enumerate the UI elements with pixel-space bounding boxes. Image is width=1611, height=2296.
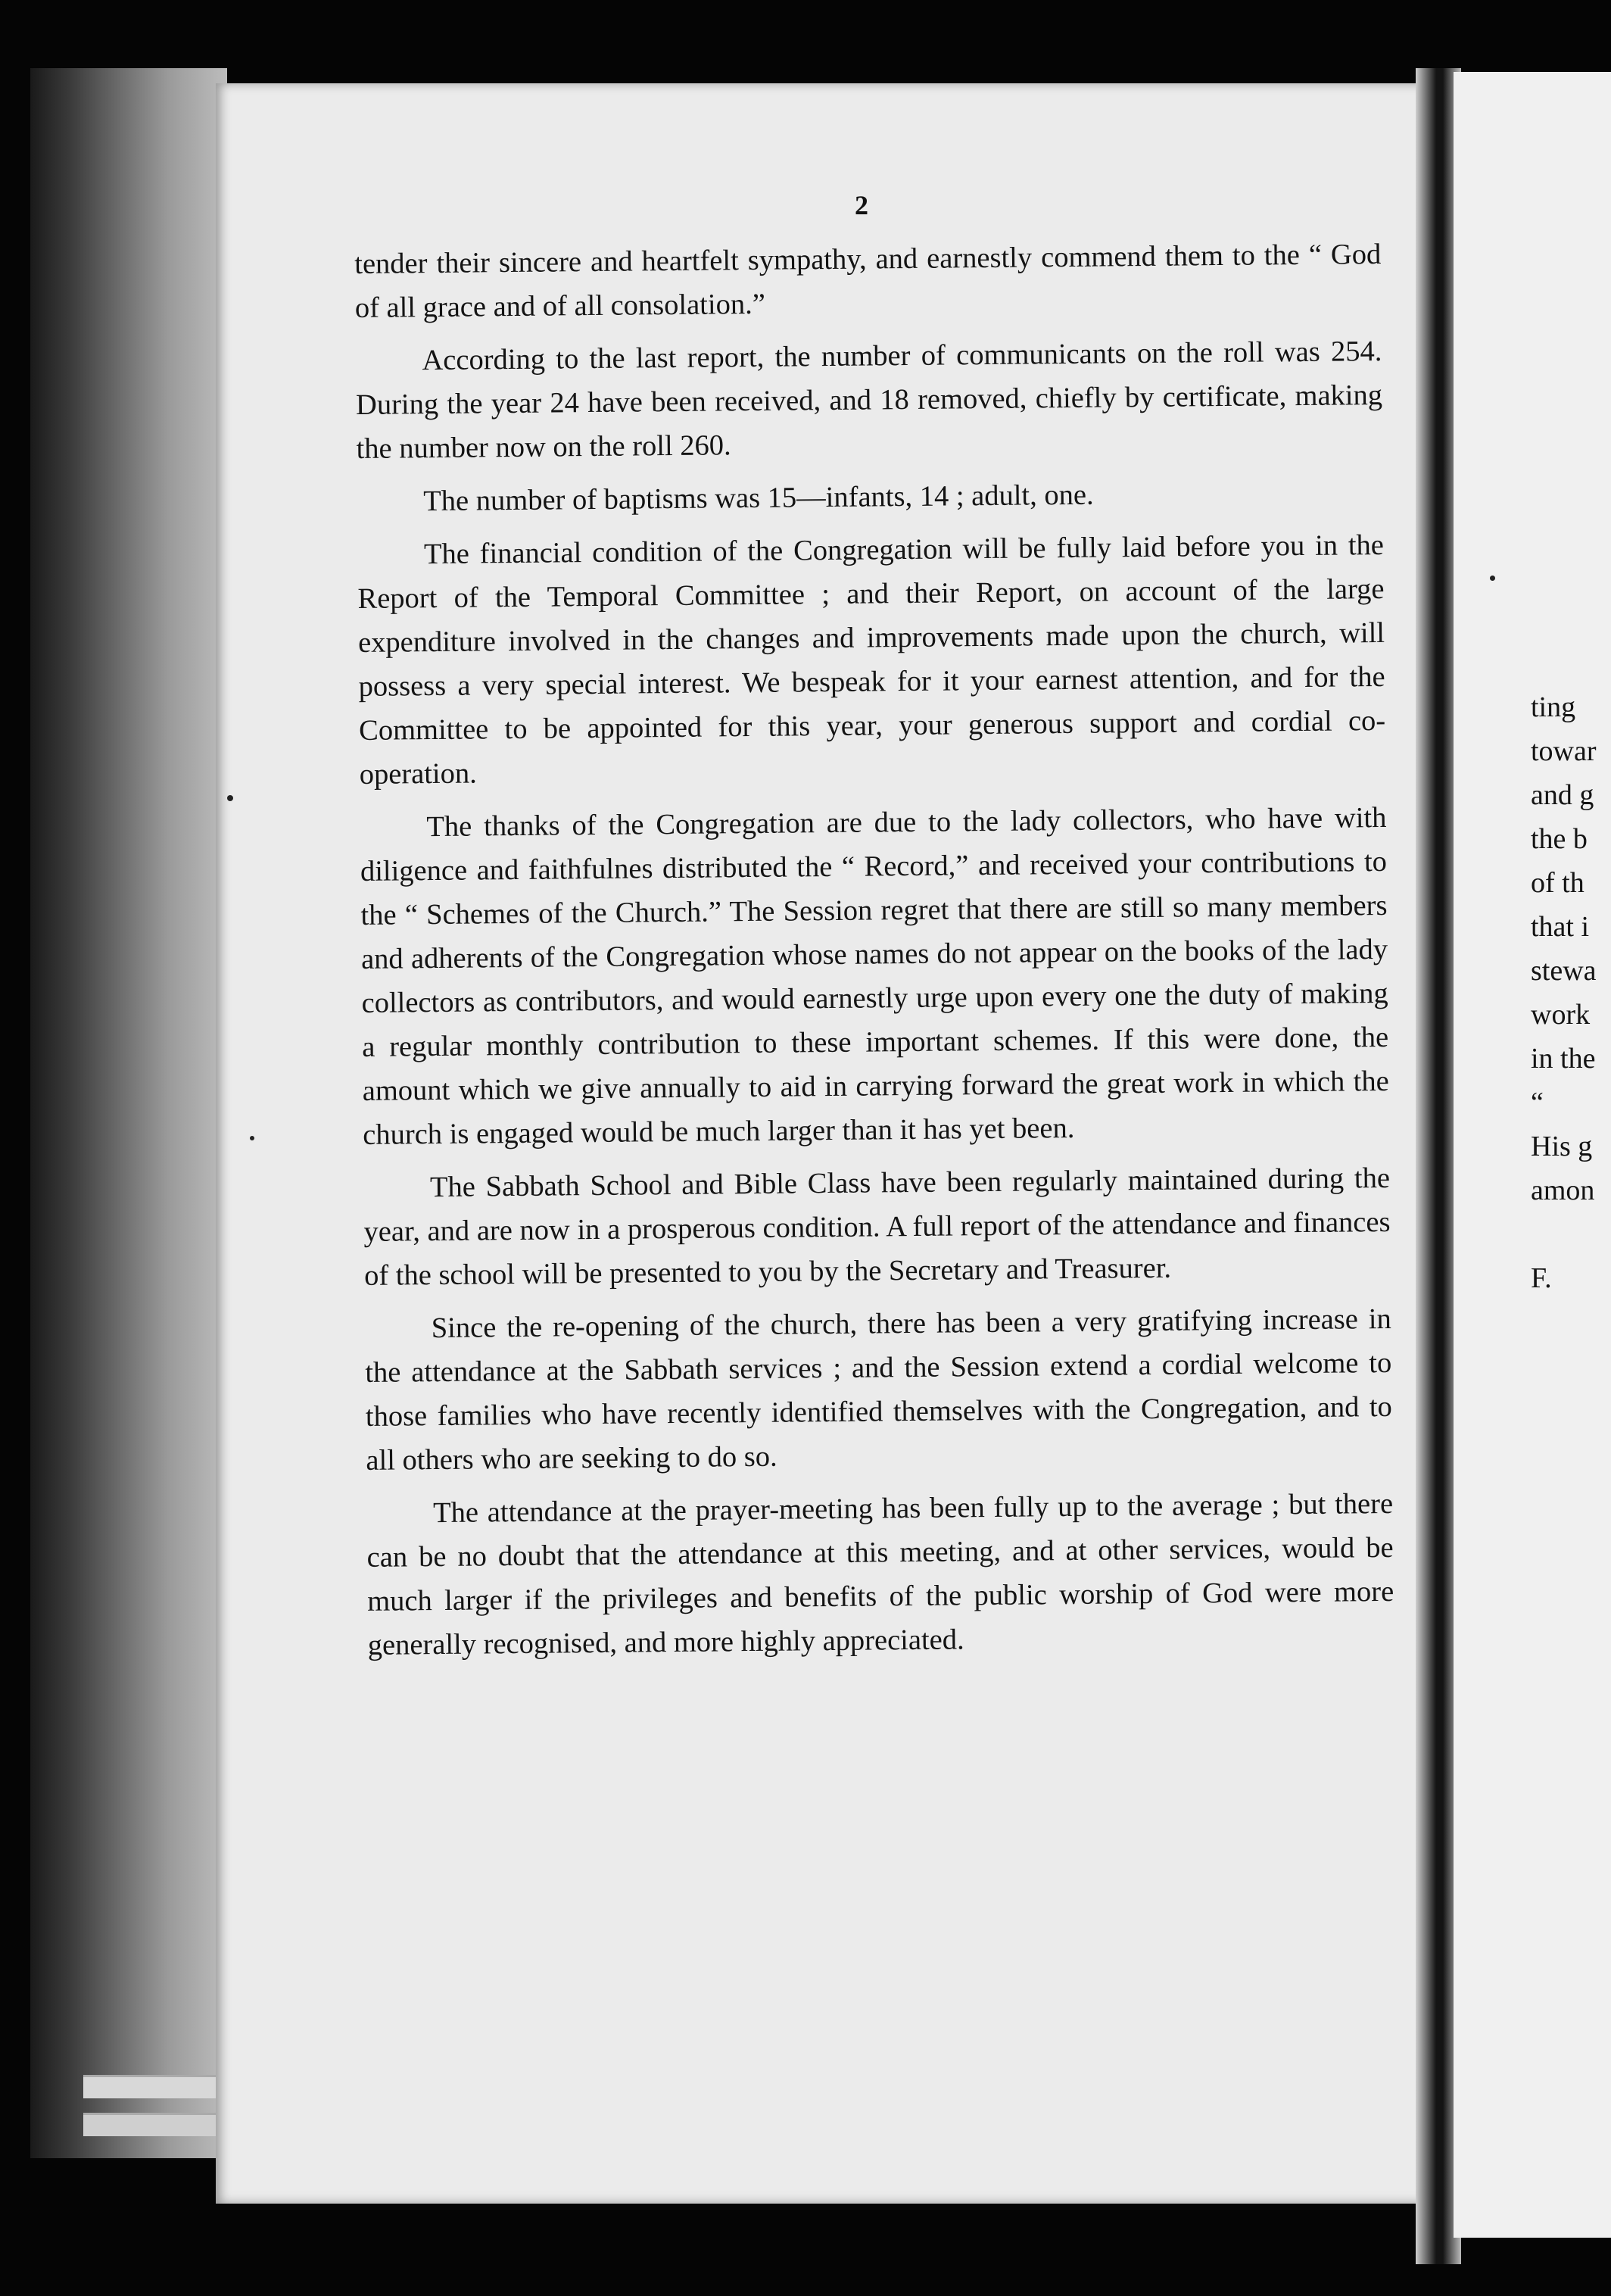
facing-line: amon (1531, 1175, 1595, 1206)
facing-line: the b (1531, 823, 1588, 855)
facing-line: ting (1531, 691, 1576, 723)
page-number: 2 (855, 190, 868, 220)
facing-line: in the (1531, 1043, 1596, 1075)
facing-line: F. (1531, 1262, 1552, 1294)
facing-line: “ (1531, 1087, 1544, 1118)
paragraph: The thanks of the Congregation are due to the lady collectors, who have with diligence and faithfulnes distributed the “ Record,” and received your contributions to the “ Schemes of the Church.” The Session regret that there are still so many members and adherents of the Congregation whose names do not appear on the books of the lady collectors as contributors, and would earnestly urge upon every one the duty of making a regular monthly contribution to these important schemes. If this were done, the amount which we give annually to aid in carrying forward the great work in which the church is engaged would be much larger than it has yet been. (360, 801, 1389, 1151)
facing-line: work (1531, 999, 1591, 1031)
facing-line: of th (1531, 867, 1585, 899)
paragraph: The financial condition of the Congregation will be fully laid before you in the Report of the Temporal Committee ; and their Report, on account of the large expenditure involved in the changes and improvements made upon the church, will possess a very special interest. We bespeak for it your earnest attention, and for the Committee to be appointed for this year, your generous support and cordial co-operation. (357, 529, 1386, 791)
page-edge-stack (30, 68, 227, 2158)
facing-line: His g (1531, 1131, 1593, 1162)
page-text (354, 232, 1394, 1677)
paper-speck (250, 1136, 254, 1140)
facing-page-text (1531, 685, 1611, 1300)
paper-speck (227, 795, 233, 801)
paragraph: The attendance at the prayer-meeting has been fully up to the average ; but there can be no doubt that the attendance at this meeting, and at other services, would be much larger if the privileges and benefits of the public worship of God were more generally recognised, and more highly appreciated. (366, 1487, 1394, 1661)
paragraph: tender their sincere and heartfelt sympathy, and earnestly commend them to the “ God of all grace and of all consolation.” (354, 238, 1382, 324)
paragraph: Since the re-opening of the church, there has been a very gratifying increase in the attendance at the Sabbath services ; and the Session extend a cordial welcome to those families who have recently identified themselves with the Congregation, and to all others who are seeking to do so. (365, 1302, 1393, 1477)
facing-line: towar (1531, 735, 1597, 767)
paper-speck (1490, 576, 1495, 581)
facing-line: that i (1531, 911, 1590, 943)
facing-line: stewa (1531, 955, 1597, 987)
paragraph: The Sabbath School and Bible Class have been regularly maintained during the year, and are now in a prosperous condition. A full report of the attendance and finances of the school will be presented to you by the Secretary and Treasurer. (363, 1162, 1391, 1292)
facing-line: and g (1531, 779, 1594, 811)
paragraph: According to the last report, the number of communicants on the roll was 254. During the year 24 have been received, and 18 removed, chiefly by certificate, making the number now on the roll 260. (355, 335, 1383, 465)
paragraph: The number of baptisms was 15—infants, 14 ; adult, one. (423, 479, 1094, 518)
facing-line (1531, 1212, 1611, 1256)
